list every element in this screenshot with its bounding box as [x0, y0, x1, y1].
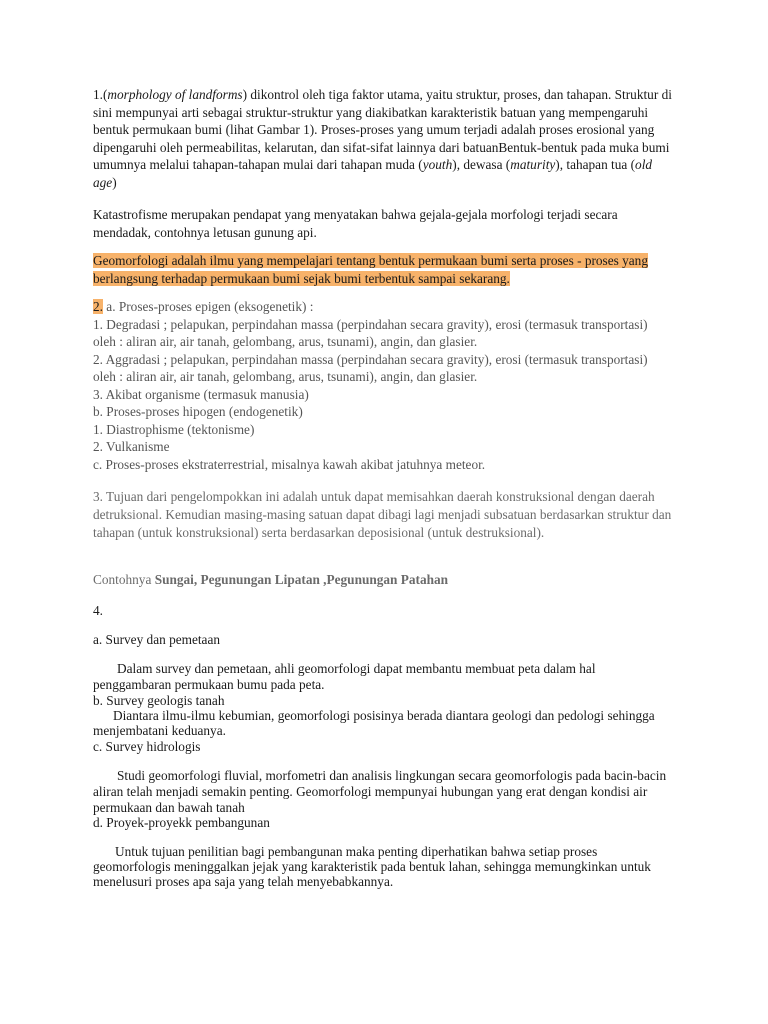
section-2	[93, 298, 673, 473]
s2-line-1: 1. Degradasi ; pelapukan, perpindahan massa (perpindahan secara gravity), erosi (termasuk transportasi) oleh : aliran air, air tanah, gelombang, arus, tsunami), angin, dan glasier.	[93, 316, 648, 349]
s2-line-6: 2. Vulkanisme	[93, 439, 170, 454]
s4-d-body: Untuk tujuan penilitian bagi pembangunan maka penting diperhatikan bahwa setiap proses geomorfologis meninggalkan jejak yang karakteristik pada bentuk lahan, sehingga memungkinkan untuk menelusuri proses apa saja yang telah menyebabkannya.	[93, 844, 651, 889]
examples-bold: Sungai, Pegunungan Lipatan ,Pegunungan Patahan	[154, 572, 449, 587]
p1-text-2: ), dewasa (	[452, 157, 511, 172]
s4-c-body: Studi geomorfologi fluvial, morfometri dan analisis lingkungan secara geomorfologis pada bacin-bacin aliran telah menjadi semakin penting. Geomorfologi mempunyai hubungan yang erat dengan kondisi air permukaan dan bawah tanah	[93, 768, 667, 815]
p1-text-3: ), tahapan tua (	[555, 157, 636, 172]
s2-line-0-text: a. Proses-proses epigen (eksogenetik) :	[102, 299, 314, 314]
s4-a-title: a. Survey dan pemetaan	[93, 632, 221, 647]
s4-d-title: d. Proyek-proyekk pembangunan	[93, 815, 270, 830]
p1-old-age: old age	[93, 157, 653, 190]
s2-line-7: c. Proses-proses ekstraterrestrial, misalnya kawah akibat jatuhnya meteor.	[93, 456, 486, 472]
s4-c-title: c. Survey hidrologis	[93, 739, 201, 754]
paragraph-1	[93, 86, 673, 191]
s2-line-0	[93, 298, 673, 316]
s2-line-2: 2. Aggradasi ; pelapukan, perpindahan massa (perpindahan secara gravity), erosi (termasuk transportasi) oleh : aliran air, air tanah, gelombang, arus, tsunami), angin, dan glasier.	[93, 351, 648, 384]
examples-line	[93, 571, 673, 589]
p1-italic-term: morphology of landforms	[107, 87, 243, 102]
s2-line-5: 1. Diastrophisme (tektonisme)	[93, 421, 255, 437]
examples-label: Contohnya	[93, 572, 155, 587]
p1-maturity: maturity	[510, 157, 556, 172]
highlighted-definition	[93, 252, 665, 287]
paragraph-2: Katastrofisme merupakan pendapat yang menyatakan bahwa gejala-gejala morfologi terjadi secara mendadak, contohnya letusan gunung api.	[93, 207, 618, 240]
section-4-number: 4.	[93, 603, 103, 618]
s2-number: 2.	[93, 299, 103, 314]
s2-line-3: 3. Akibat organisme (termasuk manusia)	[93, 386, 309, 402]
p1-youth: youth	[422, 157, 453, 172]
s4-b-body: Diantara ilmu-ilmu kebumian, geomorfologi posisinya berada diantara geologi dan pedologi sehingga menjembatani keduanya.	[93, 708, 655, 738]
s2-line-4: b. Proses-proses hipogen (endogenetik)	[93, 404, 303, 419]
p1-text-1: ) dikontrol oleh tiga faktor utama, yaitu struktur, proses, dan tahapan. Struktur di sini mempunyai arti sebagai struktur-struktur yang diakibatkan karakteristik batuan yang mempengaruhi bentuk permukaan bumi (lihat Gambar 1). Proses-proses yang umum terjadi adalah proses erosional yang dipengaruhi oleh permeabilitas, kelarutan, dan sifat-sifat lainnya dari batuanBentuk-bentuk pada muka bumi umumnya melalui tahapan-tahapan mulai dari tahapan muda (	[93, 87, 672, 172]
s4-b-title: b. Survey geologis tanah	[93, 693, 225, 708]
p1-prefix: 1.(	[93, 87, 108, 102]
p1-text-4: )	[112, 174, 117, 190]
s4-a-body: Dalam survey dan pemetaan, ahli geomorfologi dapat membantu membuat peta dalam hal penggambaran permukaan bumu pada peta.	[93, 661, 596, 692]
section-3: 3. Tujuan dari pengelompokkan ini adalah untuk dapat memisahkan daerah konstruksional dengan daerah detruksional. Kemudian masing-masing satuan dapat dibagi lagi menjadi subsatuan berdasarkan struktur dan tahapan (untuk konstruksional) serta berdasarkan deposisional (untuk destruksional).	[93, 489, 672, 540]
highlighted-text: Geomorfologi adalah ilmu yang mempelajari tentang bentuk permukaan bumi serta proses - proses yang berlangsung terhadap permukaan bumi sejak bumi terbentuk sampai sekarang.	[93, 253, 648, 286]
